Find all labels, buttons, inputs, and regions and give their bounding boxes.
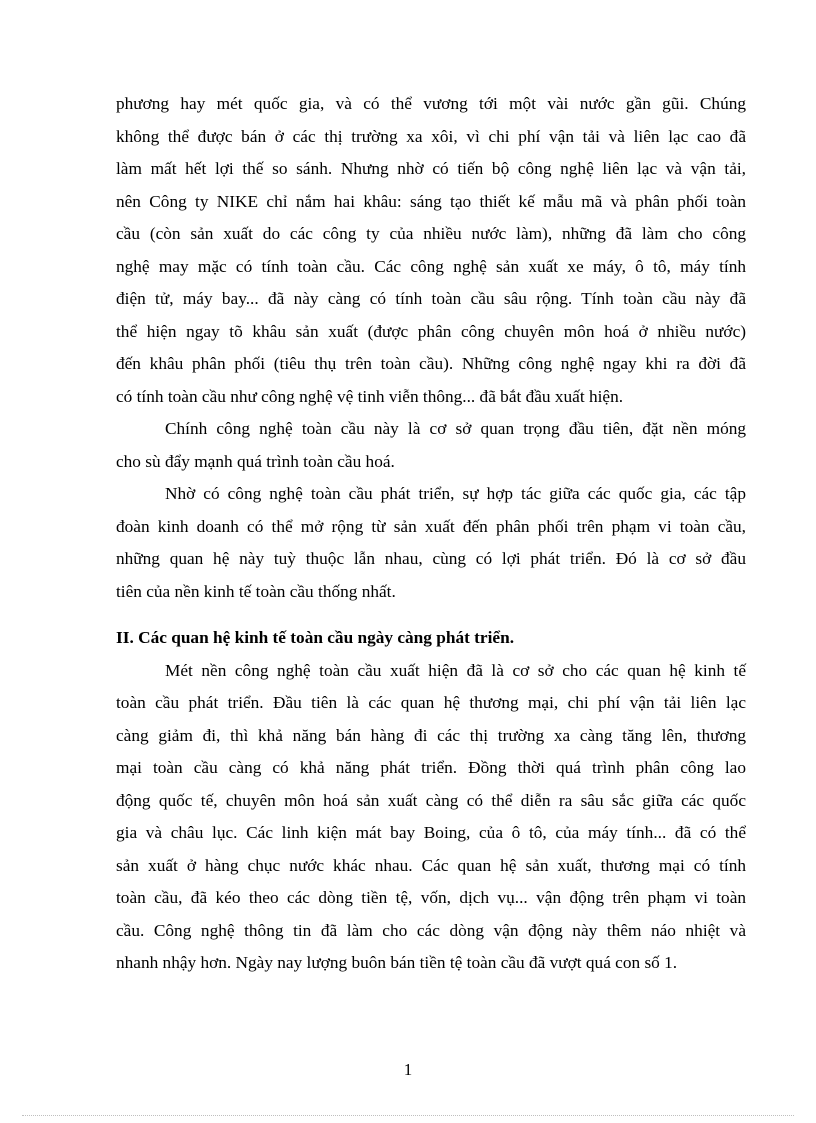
text-line: đến khâu phân phối (tiêu thụ trên toàn cầu). Những công nghệ ngay khi ra đời đã	[116, 354, 746, 373]
text-line: đoàn kinh doanh có thể mở rộng từ sản xuất đến phân phối trên phạm vi toàn cầu,	[116, 516, 746, 536]
paragraph-3	[116, 478, 746, 608]
text-line: cho sù đẩy mạnh quá trình toàn cầu hoá.	[116, 451, 395, 471]
text-line: mại toàn cầu càng có khả năng phát triển. Đồng thời quá trình phân công lao	[116, 758, 746, 777]
spacer	[116, 608, 746, 622]
text-line: gia và châu lục. Các linh kiện mát bay Boing, của ô tô, của máy tính... đã có thể	[116, 823, 746, 842]
text-line: cầu (còn sản xuất do các công ty của nhiều nước làm), những đã làm cho công	[116, 224, 746, 243]
text-line: nên Công ty NIKE chỉ nắm hai khâu: sáng tạo thiết kế mẫu mã và phân phối toàn	[116, 191, 746, 211]
text-line: càng giảm đi, thì khả năng bán hàng đi các thị trường xa càng tăng lên, thương	[116, 725, 746, 745]
section-heading: II. Các quan hệ kinh tế toàn cầu ngày càng phát triển.	[116, 628, 515, 647]
page-number: 1	[403, 1060, 413, 1079]
text-line: tiên của nền kinh tế toàn cầu thống nhất.	[116, 581, 396, 601]
page-bottom-divider	[22, 1115, 794, 1116]
text-line: sản xuất ở hàng chục nước khác nhau. Các quan hệ sản xuất, thương mại có tính	[116, 855, 746, 875]
paragraph-2	[116, 413, 746, 478]
text-line: những quan hệ này tuỳ thuộc lẫn nhau, cùng có lợi phát triển. Đó là cơ sở đầu	[116, 549, 746, 568]
text-line: toàn cầu, đã kéo theo các dòng tiền tệ, vốn, dịch vụ... vận động trên phạm vi toàn	[116, 888, 746, 907]
text-line: động quốc tế, chuyên môn hoá sản xuất càng có thể diễn ra sâu sắc giữa các quốc	[116, 790, 746, 810]
text-line: cầu. Công nghệ thông tin đã làm cho các dòng vận động này thêm náo nhiệt và	[116, 920, 746, 940]
text-line: không thể được bán ở các thị trường xa xôi, vì chi phí vận tải và liên lạc cao đã	[116, 126, 746, 146]
text-line: làm mất hết lợi thế so sánh. Nhưng nhờ có tiến bộ công nghệ liên lạc và vận tải,	[116, 159, 746, 178]
text-line: có tính toàn cầu như công nghệ vệ tinh viễn thông... đã bắt đầu xuất hiện.	[116, 386, 624, 406]
text-line: Nhờ có công nghệ toàn cầu phát triển, sự hợp tác giữa các quốc gia, các tập	[165, 484, 746, 503]
paragraph-1	[116, 88, 746, 413]
text-line: điện tử, máy bay... đã này càng có tính toàn cầu sâu rộng. Tính toàn cầu này đã	[116, 289, 746, 308]
text-line: toàn cầu phát triển. Đầu tiên là các quan hệ thương mại, chi phí vận tải liên lạc	[116, 693, 746, 712]
text-line: nhanh nhậy hơn. Ngày nay lượng buôn bán tiền tệ toàn cầu đã vượt quá con số 1.	[116, 953, 678, 972]
text-line: Mét nền công nghệ toàn cầu xuất hiện đã là cơ sở cho các quan hệ kinh tế	[165, 660, 746, 680]
paragraph-4	[116, 655, 746, 980]
text-line: nghệ may mặc có tính toàn cầu. Các công nghệ sản xuất xe máy, ô tô, máy tính	[116, 256, 746, 276]
text-line: Chính công nghệ toàn cầu này là cơ sở quan trọng đầu tiên, đặt nền móng	[165, 419, 746, 438]
document-body	[116, 88, 746, 980]
text-line: thể hiện ngay tõ khâu sản xuất (được phân công chuyên môn hoá ở nhiều nước)	[116, 321, 746, 341]
text-line: phương hay mét quốc gia, và có thể vương tới một vài nước gần gũi. Chúng	[116, 94, 746, 113]
